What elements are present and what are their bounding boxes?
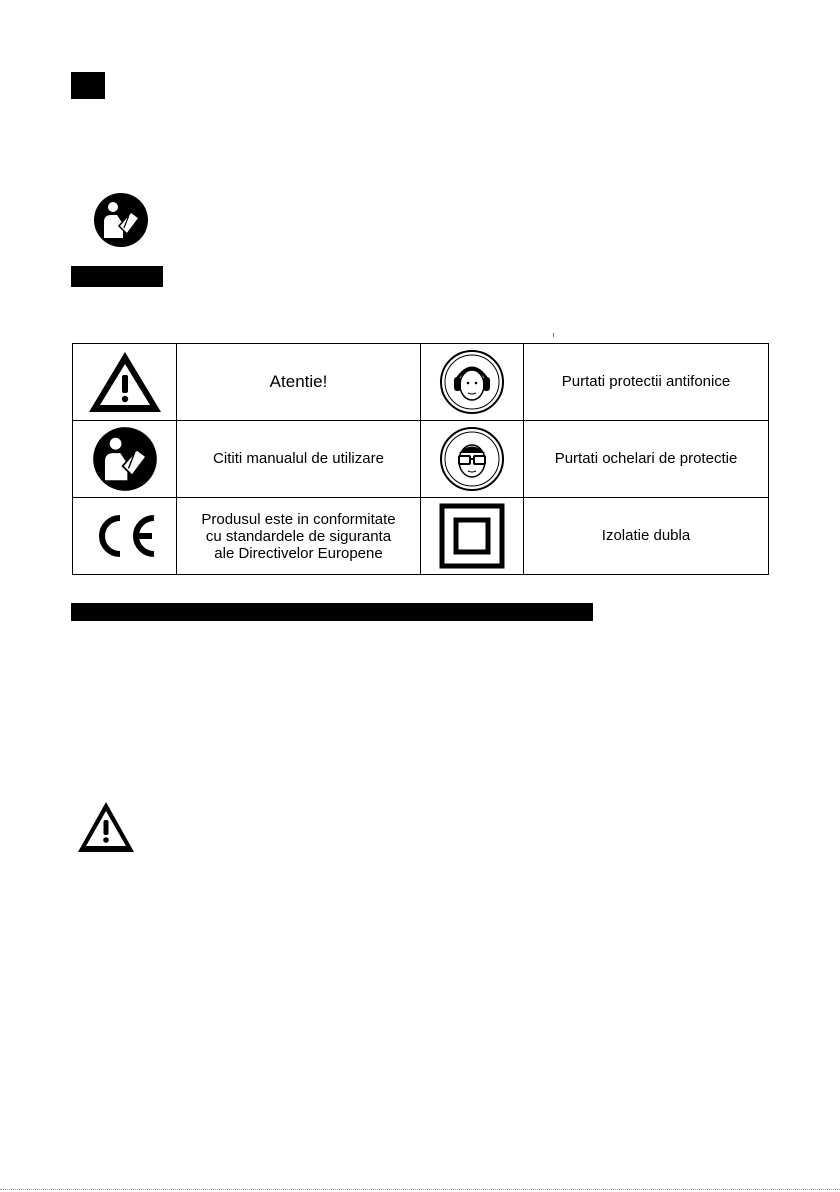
warning-triangle-icon bbox=[86, 349, 164, 415]
table-row bbox=[73, 498, 769, 575]
manual-label: Cititi manualul de utilizare bbox=[213, 450, 384, 467]
ear-protection-cell bbox=[421, 344, 524, 421]
table-row bbox=[73, 344, 769, 421]
table-row bbox=[73, 421, 769, 498]
ce-cell bbox=[73, 498, 177, 575]
eye-protection-label: Purtati ochelari de protectie bbox=[554, 450, 738, 467]
ce-label-cell bbox=[177, 498, 421, 575]
ce-label-line: ale Directivelor Europene bbox=[214, 544, 383, 562]
manual-label-cell bbox=[177, 421, 421, 498]
double-insulation-cell bbox=[421, 498, 524, 575]
eye-protection-icon bbox=[439, 426, 505, 492]
warning-label-cell bbox=[177, 344, 421, 421]
ce-mark-icon bbox=[90, 511, 160, 561]
redacted-section-heading bbox=[71, 266, 163, 287]
eye-protection-label-cell bbox=[524, 421, 769, 498]
warning-triangle-icon bbox=[76, 800, 136, 854]
ear-protection-label-cell bbox=[524, 344, 769, 421]
ear-protection-icon bbox=[439, 349, 505, 415]
safety-symbols-table bbox=[72, 343, 769, 575]
double-insulation-icon bbox=[439, 503, 505, 569]
eye-protection-cell bbox=[421, 421, 524, 498]
manual-cell bbox=[73, 421, 177, 498]
redacted-language-badge bbox=[71, 72, 105, 99]
stray-mark bbox=[553, 333, 554, 337]
double-insulation-label: Izolatie dubla bbox=[601, 527, 691, 544]
ear-protection-label: Purtati protectii antifonice bbox=[561, 373, 731, 390]
ce-label-line: Produsul este in conformitate bbox=[201, 510, 396, 528]
read-manual-icon bbox=[93, 192, 149, 248]
warning-cell bbox=[73, 344, 177, 421]
ce-label-line: cu standardele de siguranta bbox=[205, 527, 392, 545]
warning-label: Atentie! bbox=[269, 371, 328, 391]
read-manual-icon bbox=[92, 426, 158, 492]
redacted-section-heading bbox=[71, 603, 593, 621]
double-insulation-label-cell bbox=[524, 498, 769, 575]
